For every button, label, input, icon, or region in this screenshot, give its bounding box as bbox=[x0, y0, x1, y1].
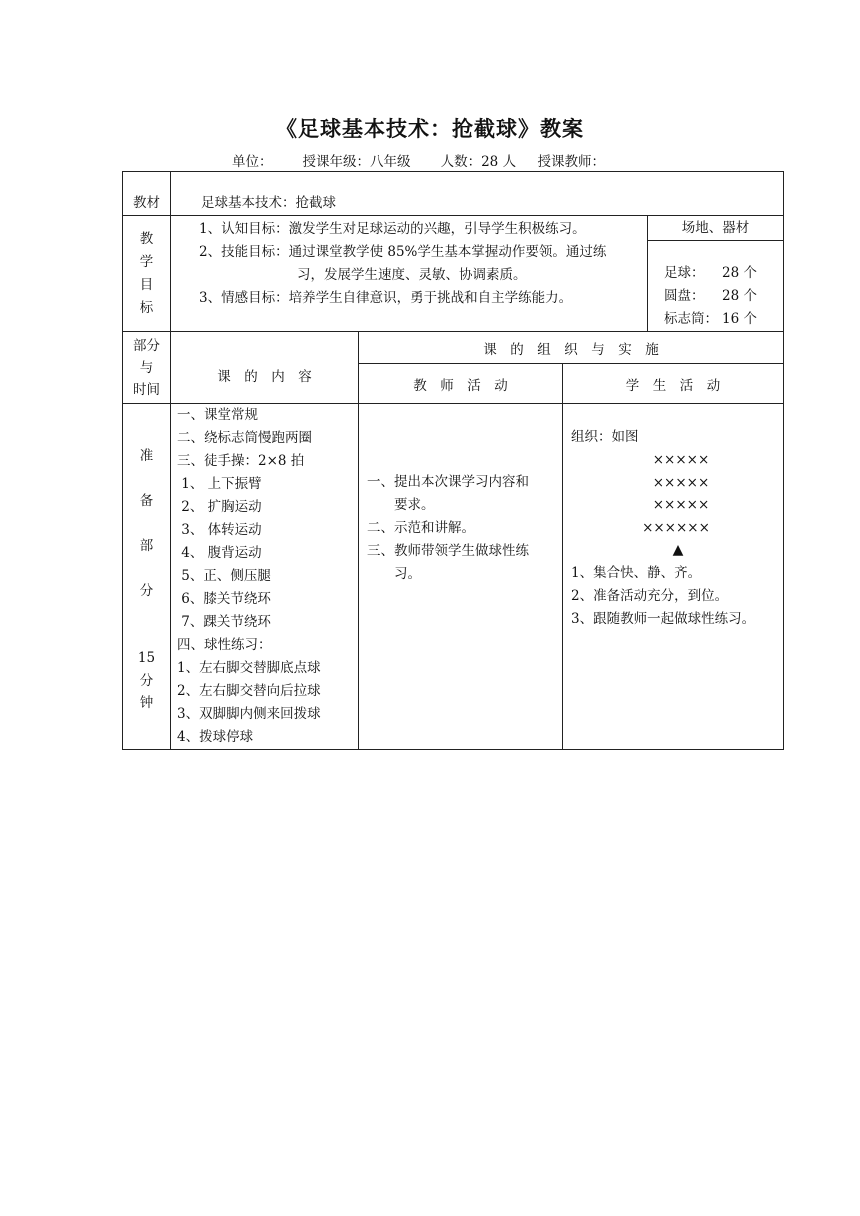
org-header-cell bbox=[359, 332, 784, 364]
content-header: 课 的 内 容 bbox=[217, 368, 312, 385]
formation-row: ×××××× bbox=[642, 519, 710, 536]
prep-content-line: 1、左右脚交替脚底点球 bbox=[177, 660, 321, 676]
prep-content-line: 二、绕标志筒慢跑两圈 bbox=[177, 430, 312, 446]
prep-content-line: 3、 体转运动 bbox=[177, 522, 262, 538]
prep-content-line: 5、正、侧压腿 bbox=[177, 568, 271, 584]
equipment-ball-qty: 28 个 bbox=[722, 265, 757, 281]
prep-teacher-cell bbox=[359, 404, 563, 750]
prep-label-minute-2: 钟 bbox=[139, 695, 154, 711]
prep-teacher-line: 一、提出本次课学习内容和 bbox=[367, 474, 529, 490]
material-value-cell bbox=[171, 172, 784, 216]
prep-content-line: 三、徒手操：2×8 拍 bbox=[177, 453, 305, 469]
goals-content-cell bbox=[171, 216, 648, 332]
prep-label-minute-1: 分 bbox=[139, 672, 154, 689]
info-grade: 授课年级：八年级 bbox=[302, 154, 411, 170]
lesson-plan-table bbox=[122, 171, 784, 750]
prep-teacher-line: 习。 bbox=[367, 566, 421, 582]
equipment-cone bbox=[664, 308, 783, 331]
goal-skill-cont: 习，发展学生速度、灵敏、协调素质。 bbox=[297, 267, 527, 283]
prep-label-cell bbox=[123, 404, 171, 750]
student-activity-line: 2、准备活动充分，到位。 bbox=[571, 587, 729, 604]
lesson-info bbox=[232, 150, 605, 170]
equipment-header-cell bbox=[648, 216, 784, 241]
prep-content-line: 4、拨球停球 bbox=[177, 729, 254, 745]
equipment-cone-name: 标志筒： bbox=[664, 311, 718, 327]
document-title: 《足球基本技术：抢截球》教案 bbox=[276, 116, 584, 141]
goals-label-1: 教 bbox=[139, 230, 154, 247]
prep-teacher-line: 要求。 bbox=[367, 497, 435, 513]
prep-label-gap-4 bbox=[123, 602, 170, 625]
equipment-ball bbox=[664, 262, 783, 285]
part-time-header-3: 时间 bbox=[133, 381, 160, 398]
student-formation bbox=[571, 449, 781, 562]
prep-label-gap-5 bbox=[123, 625, 170, 648]
student-activity-line: 3、跟随教师一起做球性练习。 bbox=[571, 610, 756, 627]
prep-content-cell bbox=[171, 404, 359, 750]
equipment-ball-name: 足球： bbox=[664, 265, 705, 281]
prep-content-line: 6、膝关节绕环 bbox=[177, 591, 271, 607]
prep-label-gap-1 bbox=[123, 467, 170, 490]
goals-label-2: 学 bbox=[139, 253, 154, 270]
goals-label-3: 目 bbox=[139, 276, 154, 293]
info-teacher: 授课教师： bbox=[537, 154, 606, 170]
content-header-cell bbox=[171, 332, 359, 404]
prep-content-line: 一、课堂常规 bbox=[177, 407, 258, 423]
prep-label-gap-3 bbox=[123, 557, 170, 580]
equipment-disc bbox=[664, 285, 783, 308]
student-header-cell bbox=[563, 364, 784, 404]
prep-content-line: 2、左右脚交替向后拉球 bbox=[177, 683, 321, 699]
material-value: 足球基本技术：抢截球 bbox=[201, 195, 336, 211]
info-unit: 单位： bbox=[232, 154, 273, 170]
equipment-cone-qty: 16 个 bbox=[722, 311, 757, 327]
prep-label-1: 准 bbox=[139, 447, 154, 464]
goal-skill: 2、技能目标：通过课堂教学使 85%学生基本掌握动作要领。通过练 bbox=[199, 244, 607, 260]
goal-cognitive: 1、认知目标：激发学生对足球运动的兴趣，引导学生积极练习。 bbox=[199, 221, 586, 237]
prep-label-gap-2 bbox=[123, 512, 170, 535]
prep-student-cell bbox=[563, 404, 784, 750]
part-time-header-2: 与 bbox=[139, 359, 154, 376]
prep-teacher-line: 二、示范和讲解。 bbox=[367, 520, 475, 536]
part-time-header-cell bbox=[123, 332, 171, 404]
teacher-header: 教 师 活 动 bbox=[413, 377, 508, 394]
prep-label-time: 15 bbox=[137, 650, 156, 666]
formation-row: ××××× bbox=[652, 497, 710, 513]
part-time-header-1: 部分 bbox=[133, 337, 160, 354]
teacher-position-marker: ▲ bbox=[672, 542, 684, 558]
equipment-header: 场地、器材 bbox=[681, 219, 750, 236]
org-header: 课 的 组 织 与 实 施 bbox=[483, 341, 659, 358]
teacher-header-cell bbox=[359, 364, 563, 404]
prep-label-3: 部 bbox=[139, 537, 154, 554]
equipment-disc-name: 圆盘： bbox=[664, 288, 705, 304]
prep-content-line: 4、 腹背运动 bbox=[177, 545, 262, 561]
equipment-disc-qty: 28 个 bbox=[722, 288, 757, 304]
goals-label-cell bbox=[123, 216, 171, 332]
student-activity-line: 1、集合快、静、齐。 bbox=[571, 564, 702, 581]
prep-content-line: 1、 上下振臂 bbox=[177, 476, 262, 492]
goals-label-4: 标 bbox=[139, 299, 154, 316]
info-count: 人数：28 人 bbox=[440, 154, 517, 170]
material-label: 教材 bbox=[133, 195, 160, 211]
formation-row: ××××× bbox=[652, 452, 710, 468]
goal-emotion: 3、情感目标：培养学生自律意识，勇于挑战和自主学练能力。 bbox=[199, 290, 573, 306]
prep-teacher-line: 三、教师带领学生做球性练 bbox=[367, 543, 529, 559]
student-org-label: 组织：如图 bbox=[571, 429, 639, 445]
equipment-list-cell bbox=[648, 241, 784, 332]
material-label-cell bbox=[123, 172, 171, 216]
prep-label-4: 分 bbox=[139, 582, 154, 599]
prep-content-line: 2、 扩胸运动 bbox=[177, 499, 262, 515]
prep-content-line: 四、球性练习： bbox=[177, 637, 272, 653]
prep-content-line: 3、双脚脚内侧来回拨球 bbox=[177, 706, 321, 722]
prep-label-2: 备 bbox=[139, 492, 154, 509]
student-header: 学 生 活 动 bbox=[625, 377, 721, 394]
prep-content-line: 7、踝关节绕环 bbox=[177, 614, 271, 630]
formation-row: ××××× bbox=[652, 474, 710, 491]
